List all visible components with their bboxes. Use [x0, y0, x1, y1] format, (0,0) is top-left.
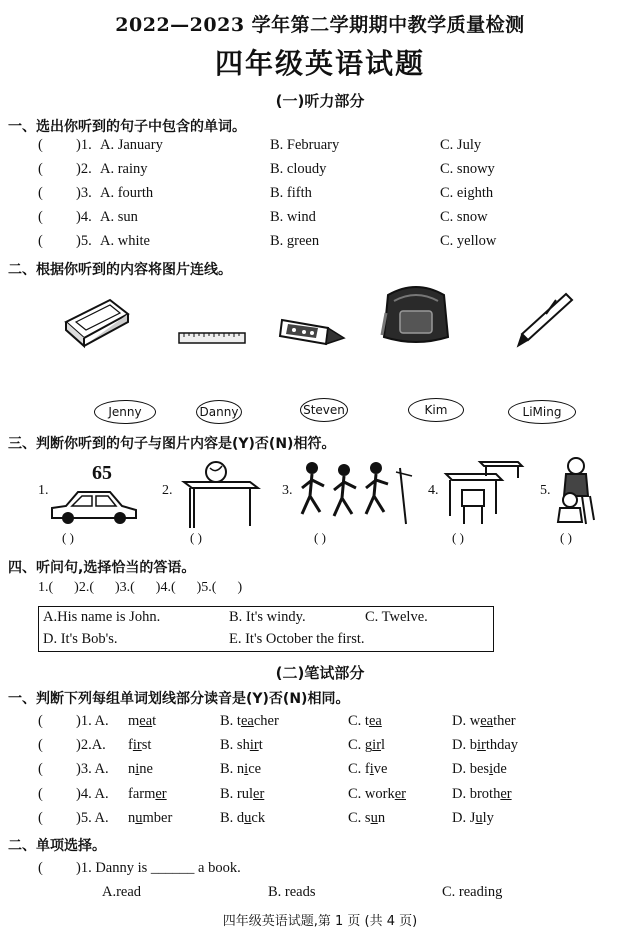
school-bag-picture — [380, 283, 452, 345]
p1-q1-item1-option-a: A. January — [100, 137, 163, 153]
word-part: ly — [482, 810, 494, 826]
p2-q1-item1-word-a — [128, 713, 156, 730]
p1-q1-item4-option-b: B. wind — [270, 209, 316, 225]
word-part: st — [141, 737, 152, 753]
word-part: C. work — [348, 786, 395, 802]
part1-title: (一)听力部分 — [275, 92, 365, 110]
q3-pic4-answer: ( ) — [452, 530, 464, 545]
word-part: ck — [251, 810, 266, 826]
p1-q1-item5-num: )5. — [76, 233, 92, 249]
p1-q1-item5-option-b: B. green — [270, 233, 320, 249]
p2-q2-item1-rest: a book. — [198, 860, 241, 876]
q3-pic1-num: 1. — [38, 483, 49, 498]
name-oval-liming: LiMing — [508, 400, 576, 424]
p1-q1-item1-num: )1. — [76, 137, 92, 153]
p1-q1-item2-num: )2. — [76, 161, 92, 177]
p1-q2-heading: 二、根据你听到的内容将图片连线。 — [8, 262, 232, 278]
p1-q1-item4-option-c: C. snow — [440, 209, 488, 225]
p2-q1-item4-word-c — [348, 786, 406, 803]
word-part: cher — [253, 713, 279, 729]
word-part: t — [152, 713, 157, 729]
q3-pic1-label: 65 — [92, 462, 112, 484]
p2-q1-item5-word-d — [452, 810, 494, 827]
underlined-letters: ea — [368, 713, 382, 729]
p1-q4-options-box — [38, 606, 494, 652]
p1-q1-item3-num: )3. — [76, 185, 92, 201]
underlined-letters: er — [500, 786, 512, 802]
name-oval-danny: Danny — [196, 400, 242, 424]
word-part: C. f — [348, 761, 370, 777]
p1-q4-option-c: C. Twelve. — [365, 609, 428, 625]
p2-q2-item1-option-c: C. reading — [442, 884, 503, 900]
word-part: C. t — [348, 713, 369, 729]
p2-q2-item1-stem — [76, 860, 241, 877]
car-picture — [48, 484, 140, 526]
p2-q1-item3-word-d — [452, 761, 507, 778]
p2-q1-item1-word-d — [452, 713, 516, 730]
page-footer: 四年级英语试题,第 1 页 (共 4 页) — [222, 914, 418, 929]
p2-q1-item1-word-c — [348, 713, 382, 730]
underlined-letters: u — [370, 810, 378, 826]
underlined-letters: u — [135, 810, 143, 826]
crayon-picture — [278, 314, 348, 346]
p2-q2-item1-option-b: B. reads — [268, 884, 316, 900]
p2-q1-item5-paren: ( — [38, 810, 43, 826]
p2-q1-item2-num: )2.A. — [76, 737, 110, 753]
word-part: D. b — [452, 737, 477, 753]
p1-q1-item4-num: )4. — [76, 209, 92, 225]
p2-q2-paren: ( — [38, 860, 43, 876]
name-oval-kim: Kim — [408, 398, 464, 422]
p1-q1-item2-option-a: A. rainy — [100, 161, 148, 177]
word-part: farm — [128, 786, 156, 802]
word-part: l — [381, 737, 386, 753]
p1-q4-option-e: E. It's October the first. — [229, 631, 365, 647]
p2-q1-item1-num: )1. A. — [76, 713, 113, 729]
part2-title: (二)笔试部分 — [275, 664, 365, 682]
word-part: D. broth — [452, 786, 501, 802]
word-part: B. sh — [220, 737, 250, 753]
underlined-letters: ea — [240, 713, 254, 729]
word-part: B. d — [220, 810, 245, 826]
word-part: D. w — [452, 713, 481, 729]
p2-q1-item4-num: )4. A. — [76, 786, 113, 802]
p1-q1-item2-paren: ( — [38, 161, 43, 177]
p2-q1-item5-word-b — [220, 810, 265, 827]
p1-q3-heading: 三、判断你听到的句子与图片内容是(Y)否(N)相符。 — [8, 436, 336, 452]
p1-q4-option-b: B. It's windy. — [229, 609, 306, 625]
q3-pic2-num: 2. — [162, 483, 173, 498]
name-oval-jenny: Jenny — [94, 400, 156, 424]
word-part: n — [128, 810, 136, 826]
word-part: B. rul — [220, 786, 254, 802]
exam-title-line2: 四年级英语试题 — [214, 47, 425, 80]
underlined-letters: er — [253, 786, 265, 802]
p1-q1-item1-option-b: B. February — [270, 137, 340, 153]
p2-q1-item2-word-c — [348, 737, 385, 754]
underlined-letters: i — [135, 761, 140, 777]
p1-q1-item1-paren: ( — [38, 137, 43, 153]
q3-pic3-num: 3. — [282, 483, 293, 498]
p2-q1-item4-word-a — [128, 786, 167, 803]
p1-q1-heading: 一、选出你听到的句子中包含的单词。 — [8, 119, 246, 135]
p2-q1-item3-paren: ( — [38, 761, 43, 777]
underlined-letters: i — [244, 761, 249, 777]
word-part: de — [493, 761, 507, 777]
p1-q1-item4-paren: ( — [38, 209, 43, 225]
p2-q1-item2-word-b — [220, 737, 263, 754]
q3-pic4-num: 4. — [428, 483, 439, 498]
word-part: C. g — [348, 737, 373, 753]
underlined-letters: ea — [480, 713, 494, 729]
p2-q2-item1-num: )1. Danny is — [76, 860, 148, 876]
p1-q4-option-a: A.His name is John. — [43, 609, 161, 625]
word-part: ne — [139, 761, 153, 777]
p2-q1-item3-num: )3. A. — [76, 761, 113, 777]
p2-q1-item2-word-d — [452, 737, 518, 754]
word-part: f — [128, 737, 133, 753]
word-part: thday — [485, 737, 519, 753]
word-part: D. bes — [452, 761, 490, 777]
underlined-letters: ir — [132, 737, 142, 753]
underlined-letters: ir — [249, 737, 259, 753]
exam-title-line1: 2022—2023 学年第二学期期中教学质量检测 — [115, 14, 525, 36]
underlined-letters: i — [369, 761, 374, 777]
word-part: ve — [373, 761, 388, 777]
p2-q2-item1-option-a: A.read — [102, 884, 142, 900]
p2-q1-item3-word-b — [220, 761, 261, 778]
p1-q1-item3-paren: ( — [38, 185, 43, 201]
p1-q1-item2-option-c: C. snowy — [440, 161, 495, 177]
p2-q1-item5-num: )5. A. — [76, 810, 113, 826]
p2-q1-item4-word-d — [452, 786, 512, 803]
p1-q1-item1-option-c: C. July — [440, 137, 482, 153]
desks-chairs-picture — [440, 456, 524, 528]
p2-q2-item1-blank: ______ — [150, 860, 195, 876]
word-part: mber — [142, 810, 173, 826]
p2-q1-item2-paren: ( — [38, 737, 43, 753]
p2-q1-heading: 一、判断下列每组单词划线部分读音是(Y)否(N)相同。 — [8, 691, 350, 707]
underlined-letters: er — [394, 786, 406, 802]
underlined-letters: i — [489, 761, 494, 777]
p1-q4-option-d: D. It's Bob's. — [43, 631, 118, 647]
p1-q4-blanks: 1.( )2.( )3.( )4.( )5.( ) — [38, 580, 243, 595]
underlined-letters: u — [244, 810, 252, 826]
p2-q1-item4-paren: ( — [38, 786, 43, 802]
q3-pic5-num: 5. — [540, 483, 551, 498]
word-part: B. t — [220, 713, 241, 729]
q3-pic5-answer: ( ) — [560, 530, 572, 545]
underlined-letters: ir — [372, 737, 382, 753]
p1-q1-item3-option-b: B. fifth — [270, 185, 312, 201]
p1-q1-item4-option-a: A. sun — [100, 209, 138, 225]
word-part: n — [377, 810, 386, 826]
p2-q1-item1-paren: ( — [38, 713, 43, 729]
p2-q1-item3-word-c — [348, 761, 387, 778]
p1-q1-item3-option-a: A. fourth — [100, 185, 154, 201]
word-part: ce — [248, 761, 262, 777]
p1-q4-heading: 四、听问句,选择恰当的答语。 — [8, 560, 196, 576]
p1-q1-item5-option-a: A. white — [100, 233, 150, 249]
p1-q1-item2-option-b: B. cloudy — [270, 161, 327, 177]
p1-q1-item5-option-c: C. yellow — [440, 233, 497, 249]
q3-pic1-answer: ( ) — [62, 530, 74, 545]
name-oval-steven: Steven — [300, 398, 348, 422]
q3-pic2-answer: ( ) — [190, 530, 202, 545]
word-part: m — [128, 713, 140, 729]
underlined-letters: u — [475, 810, 483, 826]
p1-q1-item5-paren: ( — [38, 233, 43, 249]
underlined-letters: er — [155, 786, 167, 802]
p2-q1-item1-word-b — [220, 713, 279, 730]
pencil-box-picture — [62, 292, 132, 352]
p2-q1-item5-word-c — [348, 810, 385, 827]
p2-q1-item3-word-a — [128, 761, 153, 778]
pen-picture — [516, 290, 576, 348]
underlined-letters: ea — [139, 713, 153, 729]
word-part: B. n — [220, 761, 245, 777]
word-part: C. s — [348, 810, 371, 826]
word-part: t — [258, 737, 263, 753]
p2-q1-item5-word-a — [128, 810, 172, 827]
desk-globe-picture — [180, 458, 262, 530]
underlined-letters: ir — [476, 737, 486, 753]
p2-q1-item4-word-b — [220, 786, 264, 803]
p2-q2-heading: 二、单项选择。 — [8, 838, 106, 854]
p1-q1-item3-option-c: C. eighth — [440, 185, 494, 201]
p2-q1-item2-word-a — [128, 737, 151, 754]
ruler-picture — [178, 330, 248, 346]
runners-picture — [296, 458, 416, 530]
q3-pic3-answer: ( ) — [314, 530, 326, 545]
children-picture — [552, 456, 608, 528]
word-part: D. J — [452, 810, 476, 826]
word-part: n — [128, 761, 136, 777]
word-part: ther — [493, 713, 516, 729]
